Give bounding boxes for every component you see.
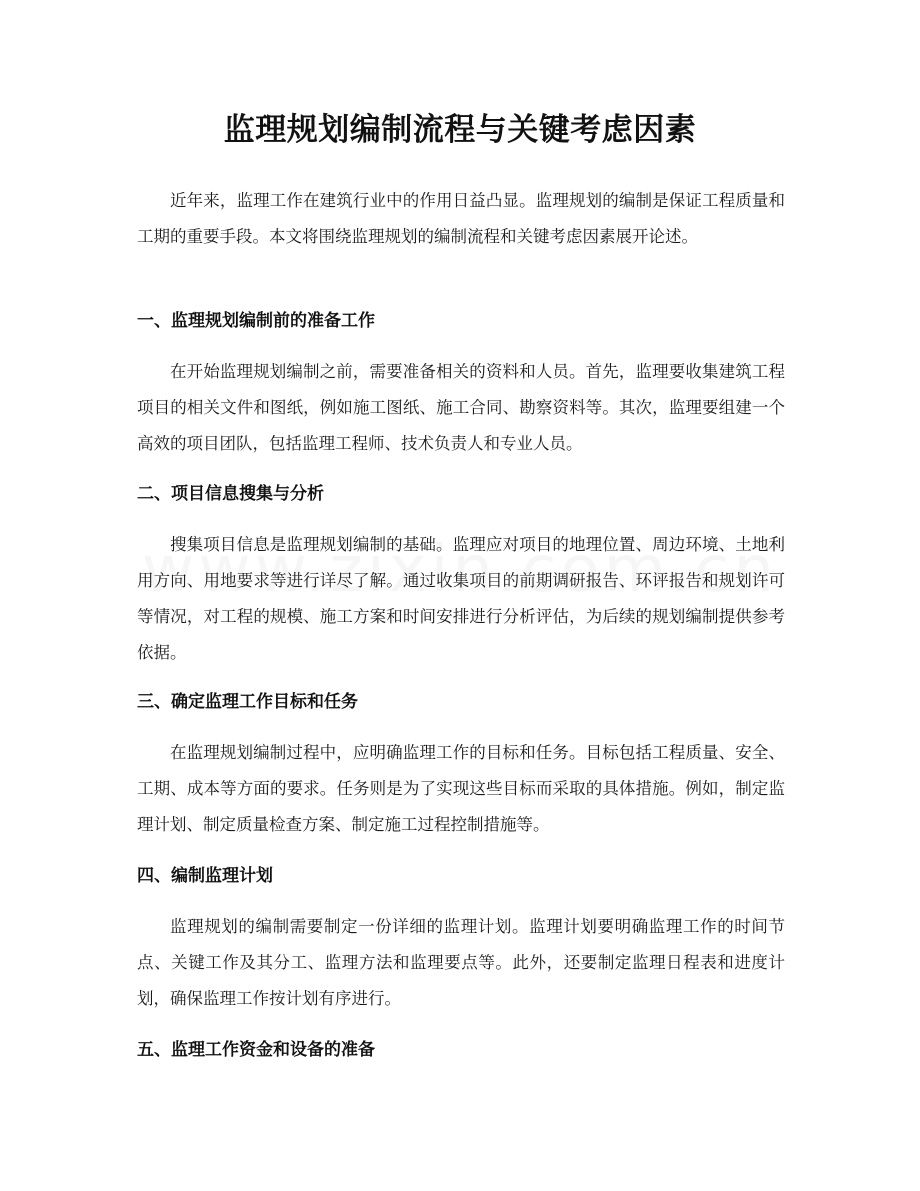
document-title: 监理规划编制流程与关键考虑因素 <box>223 112 697 148</box>
section-body-1: 在开始监理规划编制之前，需要准备相关的资料和人员。首先，监理要收集建筑工程项目的相关文件和图纸，例如施工图纸、施工合同、勘察资料等。其次，监理要组建一个高效的项目团队，包括监理工程师、技术负责人和专业人员。 <box>137 362 785 453</box>
section-body-2: 搜集项目信息是监理规划编制的基础。监理应对项目的地理位置、周边环境、土地利用方向、用地要求等进行详尽了解。通过收集项目的前期调研报告、环评报告和规划许可等情况，对工程的规模、施工方案和时间安排进行分析评估，为后续的规划编制提供参考依据。 <box>137 535 785 662</box>
section-body-3: 在监理规划编制过程中，应明确监理工作的目标和任务。目标包括工程质量、安全、工期、成本等方面的要求。任务则是为了实现这些目标而采取的具体措施。例如，制定监理计划、制定质量检查方案、制定施工过程控制措施等。 <box>137 743 785 834</box>
intro-paragraph: 近年来，监理工作在建筑行业中的作用日益凸显。监理规划的编制是保证工程质量和工期的重要手段。本文将围绕监理规划的编制流程和关键考虑因素展开论述。 <box>137 191 785 246</box>
section-heading-5: 五、监理工作资金和设备的准备 <box>137 1040 375 1060</box>
section-heading-1: 一、监理规划编制前的准备工作 <box>137 311 375 331</box>
section-heading-2: 二、项目信息搜集与分析 <box>137 484 324 504</box>
section-heading-3: 三、确定监理工作目标和任务 <box>137 692 358 712</box>
section-heading-4: 四、编制监理计划 <box>137 866 273 886</box>
section-body-4: 监理规划的编制需要制定一份详细的监理计划。监理计划要明确监理工作的时间节点、关键工作及其分工、监理方法和监理要点等。此外，还要制定监理日程表和进度计划，确保监理工作按计划有序进行。 <box>137 917 785 1008</box>
